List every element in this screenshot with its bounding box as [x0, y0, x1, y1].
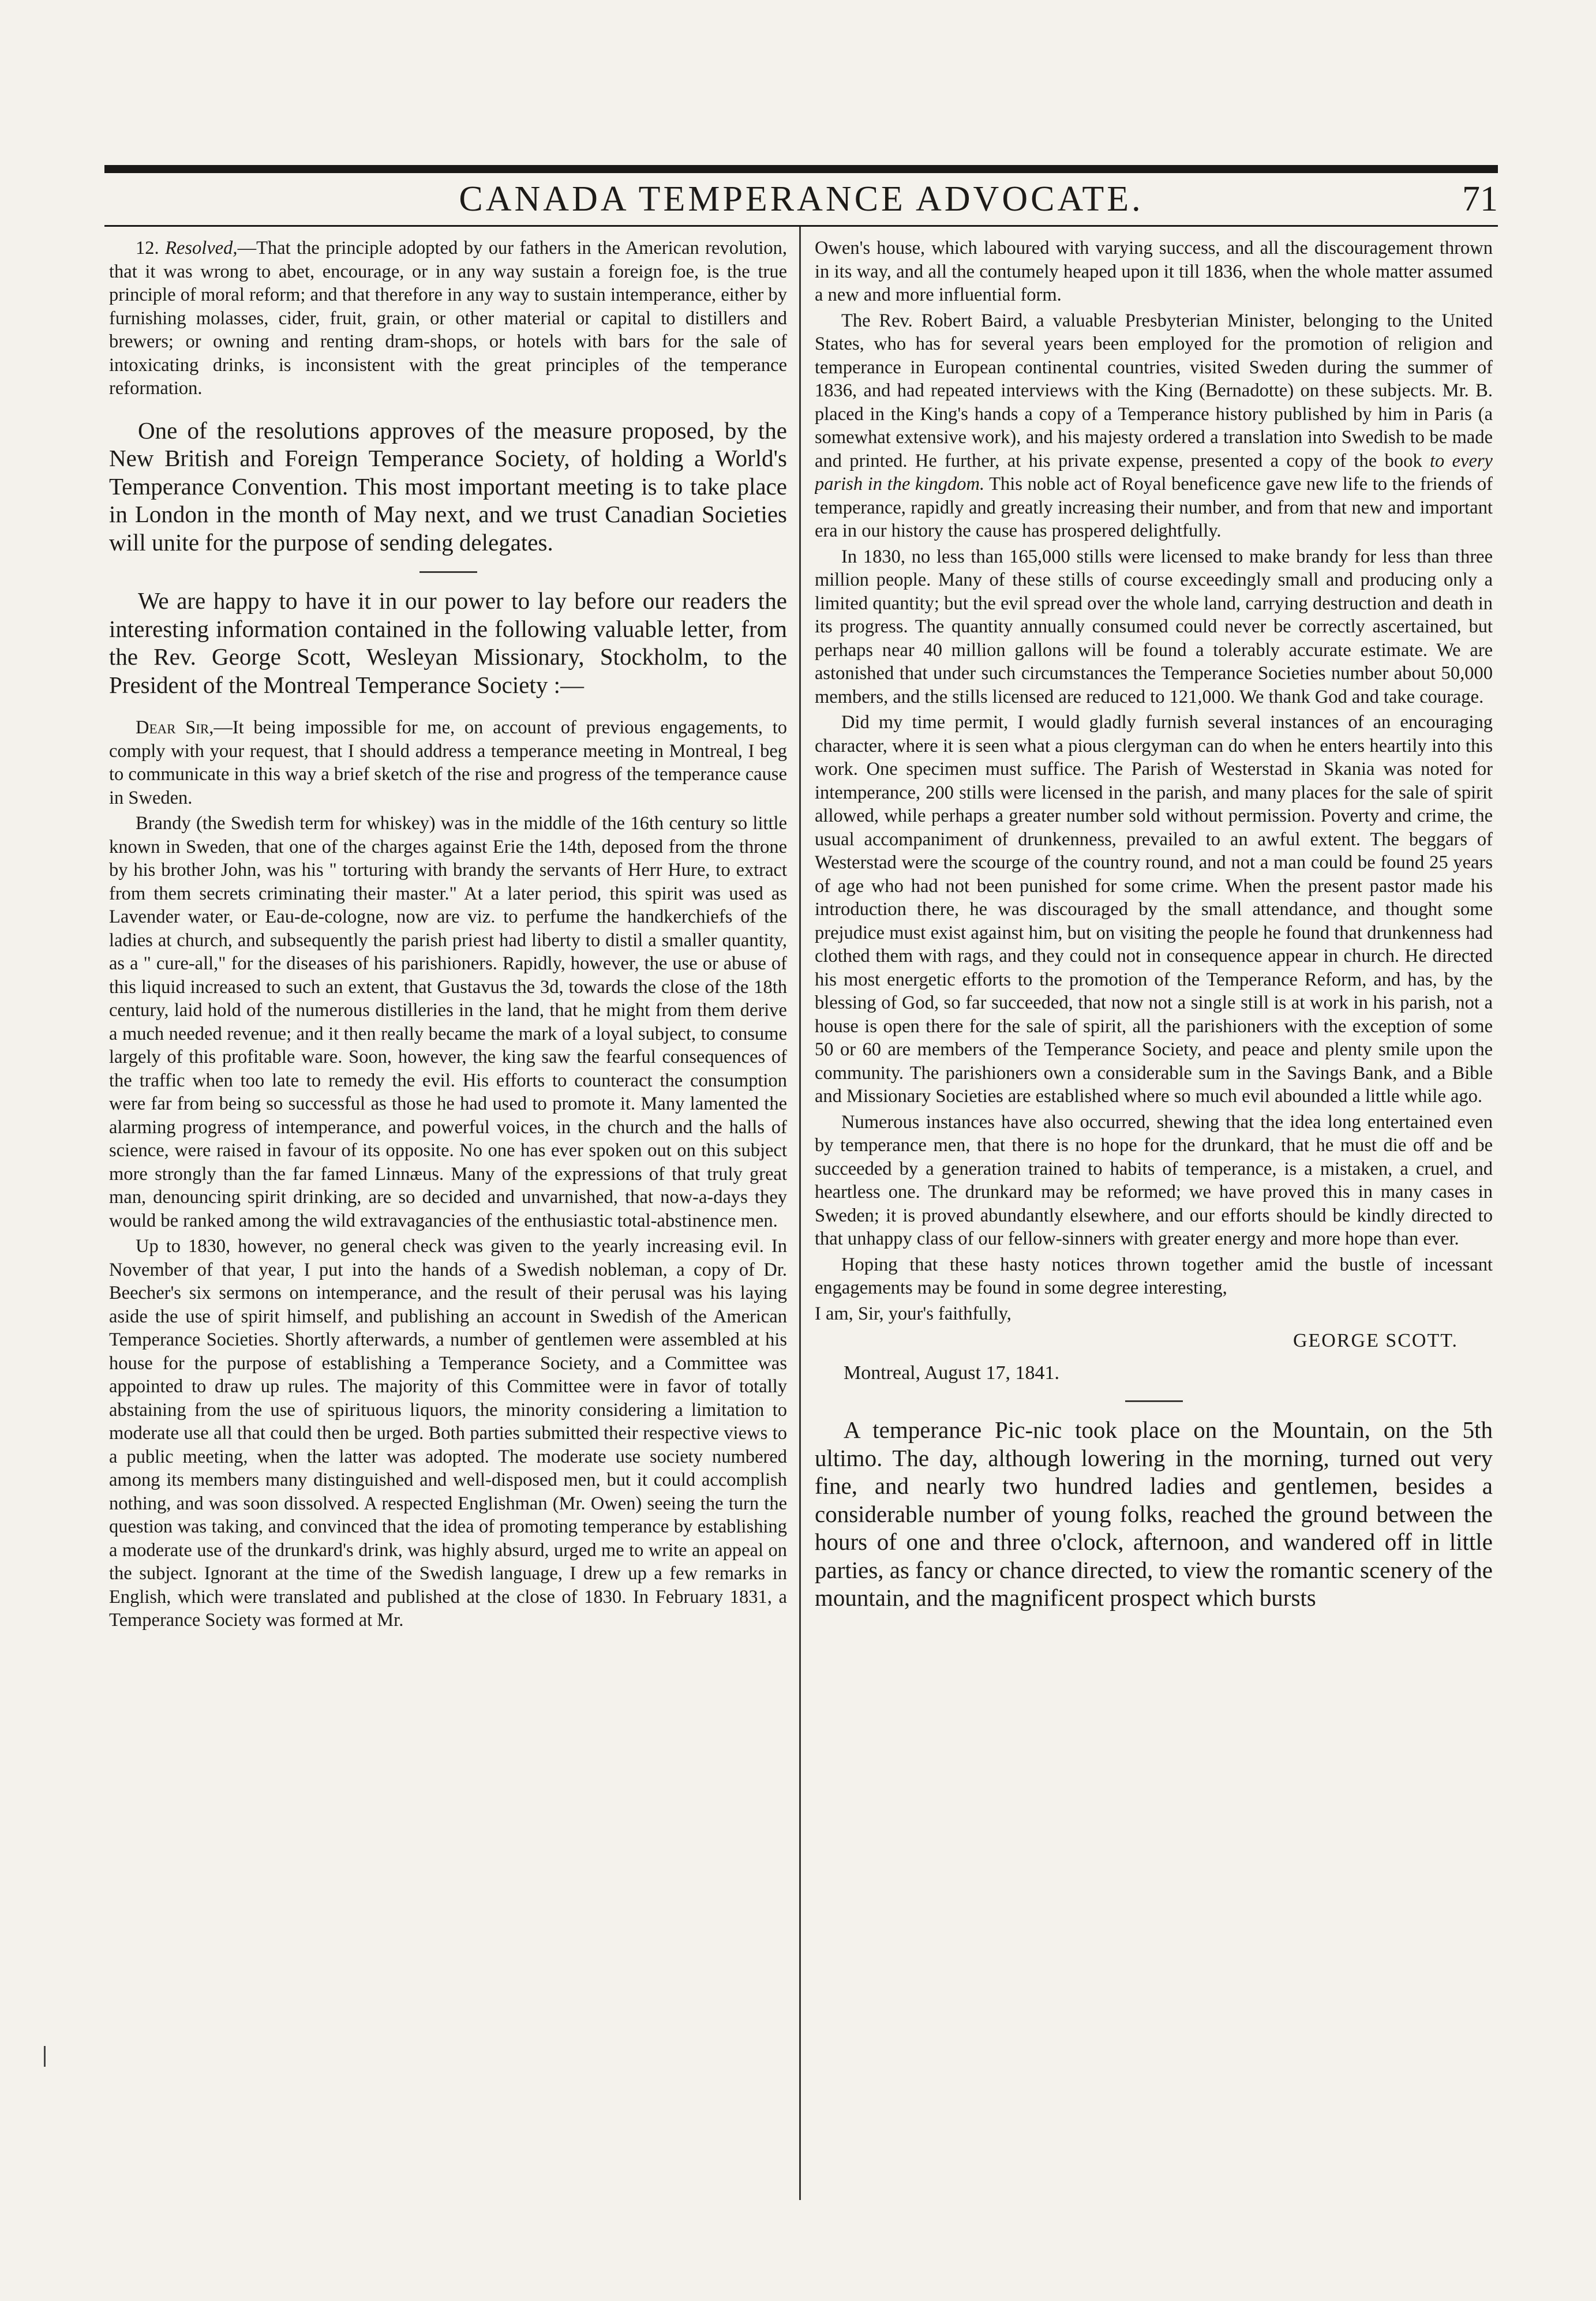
section-divider-2: [1125, 1400, 1183, 1402]
resolution-paragraph: [109, 237, 787, 400]
resolution-text: —That the principle adopted by our fathers in the American revolution, that it was wrong to abet, encourage, or in any way sustain a foreign foe, is the true principle of moral reform; and that therefore in any way to sustain intemperance, either by furnishing molasses, cider, fruit, grain, or other material or capital to distillers and brewers; or owning and renting dram-shops, or hotels with bars for the sale of intoxicating drinks, is inconsistent with the great principles of the temperance reformation.: [109, 238, 787, 399]
publication-title: CANADA TEMPERANCE ADVOCATE.: [459, 179, 1144, 219]
right-column: [815, 237, 1493, 2198]
dateline: Montreal, August 17, 1841.: [844, 1362, 1059, 1384]
resolution-word: Resolved,: [165, 238, 238, 258]
convention-paragraph: One of the resolutions approves of the measure proposed, by the New British and Foreign Temperance Society, of holding a World's Temperance Convention. This most important meeting is to take place in London in the month of May next, and we trust Canadian Societies will unite for the purpose of sending delegates.: [109, 417, 787, 556]
left-column: [109, 237, 787, 2198]
continued-paragraph: Owen's house, which laboured with varying success, and all the discouragement thrown in its way, and all the contumely heaped upon it till 1836, when the whole matter assumed a new and more influential form.: [815, 238, 1493, 305]
baird-paragraph: [815, 309, 1493, 543]
resolution-label: 12.: [136, 238, 166, 258]
header-bottom-rule: [104, 225, 1498, 227]
picnic-paragraph: A temperance Pic-nic took place on the Mountain, on the 5th ultimo. The day, although lowering in the morning, turned out very fine, and nearly two hundred ladies and gentlemen, besides a considerable number of young folks, reached the ground between the hours of one and three o'clock, afternoon, and wandered off in little parties, as fancy or chance directed, to view the romantic scenery of the mountain, and the magnificent prospect which bursts: [815, 1416, 1493, 1611]
margin-mark: [44, 2046, 46, 2067]
page-header: [104, 177, 1498, 223]
letter-paragraph-3: Up to 1830, however, no general check was given to the yearly increasing evil. In November of that year, I put into the hands of a Swedish nobleman, a copy of Dr. Beecher's six sermons on intemperance, and the result of their perusal was his laying aside the use of spirit himself, and publishing an account in Swedish of the American Temperance Societies. Shortly afterwards, a number of gentlemen were assembled at his house for the purpose of establishing a Temperance Society, and a Committee was appointed to draw up rules. The majority of this Committee were in favor of totally abstaining from the use of spirituous liquors, the minority considering a limitation to moderate use all that could then be urged. Both parties submitted their respective views to a public meeting, when the latter was adopted. The moderate use society numbered among its members many distinguished and well-disposed men, but it could accomplish nothing, and was soon dissolved. A respected Englishman (Mr. Owen) seeing the turn the question was taking, and convinced that the idea of promoting temperance by establishing a moderate use of the drunkard's drink, was highly absurd, urged me to write an appeal on the subject. Ignorant at the time of the Swedish language, I drew up a few remarks in English, which were translated and published at the close of 1830. In February 1831, a Temperance Society was formed at Mr.: [109, 1236, 787, 1631]
westerstad-paragraph: Did my time permit, I would gladly furnish several instances of an encouraging character, where it is seen what a pious clergyman can do when he enters heartily into this work. One specimen must suffice. The Parish of Westerstad in Skania was noted for intemperance, 200 stills were licensed in the parish, and many places for the sale of spirit allowed, while perhaps a greater number sold without permission. Poverty and crime, the usual accompaniment of drunkenness, prevailed to an awful extent. The beggars of Westerstad were the scourge of the country round, and not a man could be found 25 years of age who had not been punished for some crime. When the present pastor made his introduction there, he was discouraged by the small attendance, and thought some prejudice must exist against him, but on visiting the people he found that drunkenness had clothed them with rags, and they could not in consequence appear in church. He directed his most energetic efforts to the promotion of the Temperance Reform, and has, by the blessing of God, so far succeeded, that now not a single still is at work in his parish, not a house is open there for the sale of spirit, all the parishioners with the exception of some 50 or 60 are members of the Temperance Society, and peace and plenty smile upon the community. The parishioners own a considerable sum in the Savings Bank, and a Bible and Missionary Societies are established where so much evil abounded a little while ago.: [815, 712, 1493, 1107]
letter-paragraph-1-text: —It being impossible for me, on account of previous engagements, to comply with your request, that I should address a temperance meeting in Montreal, I beg to communicate in this way a brief sketch of the rise and progress of the temperance cause in Sweden.: [109, 717, 787, 808]
closing-paragraph: Hoping that these hasty notices thrown together amid the bustle of incessant engagements may be found in some degree interesting,: [815, 1254, 1493, 1298]
reform-paragraph: Numerous instances have also occurred, shewing that the idea long entertained even by temperance men, that there is no hope for the drunkard, that he must die off and be succeeded by a generation trained to habits of temperance, is a mistaken, a cruel, and heartless one. The drunkard may be reformed; we have proved this in many cases in Sweden; it is proved abundantly elsewhere, and our efforts should be kindly directed to that unhappy class of our fellow-sinners with greater energy and more hope than ever.: [815, 1111, 1493, 1249]
page-number: 71: [1462, 179, 1498, 219]
letter-paragraph-2: Brandy (the Swedish term for whiskey) was in the middle of the 16th century so little known in Sweden, that one of the charges against Erie the 14th, deposed from the throne by his brother John, was his " torturing with brandy the servants of Herr Hure, to extract from them secrets criminating their master." At a later period, this spirit was used as Lavender water, or Eau-de-cologne, now are viz. to perfume the handkerchiefs of the ladies at church, and subsequently the parish priest had liberty to distil a smaller quantity, as a " cure-all," for the diseases of his parishioners. Rapidly, however, the use or abuse of this liquid increased to such an extent, that Gustavus the 3d, towards the close of the 18th century, laid hold of the numerous distilleries in the land, that he might from them derive a much needed revenue; and it then really became the mark of a loyal subject, to consume largely of this profitable ware. Soon, however, the king saw the fearful consequences of the traffic when too late to remedy the evil. His efforts to counteract the consumption were far from being so successful as those he had used to promote it. Many lamented the alarming progress of intemperance, and powerful voices, in the church and the halls of science, were raised in favour of its opposite. No one has ever spoken out on this subject more strongly than the far famed Linnæus. Many of the expressions of that truly great man, denouncing spirit drinking, are so decided and unvarnished, that now-a-days they would be ranked among the wild extravagancies of the enthusiastic total-abstinence men.: [109, 813, 787, 1231]
section-divider: [419, 571, 477, 573]
signature: GEORGE SCOTT.: [1292, 1330, 1458, 1351]
baird-text-2: This noble act of Royal beneficence gave new life to the friends of temperance, rapidly and greatly increasing their number, and from that new and important era in our history the cause has prospered delightfully.: [815, 474, 1493, 541]
letter-paragraph-1: [109, 716, 787, 810]
letter-intro: We are happy to have it in our power to lay before our readers the interesting information contained in the following valuable letter, from the Rev. George Scott, Wesleyan Missionary, Stockholm, to the President of the Montreal Temperance Society :—: [109, 587, 787, 698]
baird-emphasis: to every parish in the kingdom.: [815, 450, 1493, 494]
stills-paragraph: In 1830, no less than 165,000 stills were licensed to make brandy for less than three million people. Many of these stills of course exceedingly small and producing only a limited quantity; but the evil spread over the whole land, carrying destruction and death in its progress. The quantity annually consumed could never be correctly ascertained, but perhaps near 40 million gallons will be found a tolerably accurate estimate. We are astonished that under such circumstances the Temperance Societies number about 50,000 members, and the stills licensed are reduced to 121,000. We thank God and take courage.: [815, 546, 1493, 707]
baird-text-1: The Rev. Robert Baird, a valuable Presbyterian Minister, belonging to the United States, who has for several years been employed for the promotion of religion and temperance in European continental countries, visited Sweden during the summer of 1836, and had repeated interviews with the King (Bernadotte) on these subjects. Mr. B. placed in the King's hands a copy of a Temperance history published by him in Paris (a somewhat extensive work), and his majesty ordered a translation into Swedish to be made and printed. He further, at his private expense, presented a copy of the book: [815, 310, 1493, 471]
salutation: Dear Sir,: [136, 717, 214, 738]
header-top-rule: [104, 165, 1498, 173]
closing-line: I am, Sir, your's faithfully,: [815, 1303, 1011, 1324]
column-divider: [799, 227, 801, 2200]
